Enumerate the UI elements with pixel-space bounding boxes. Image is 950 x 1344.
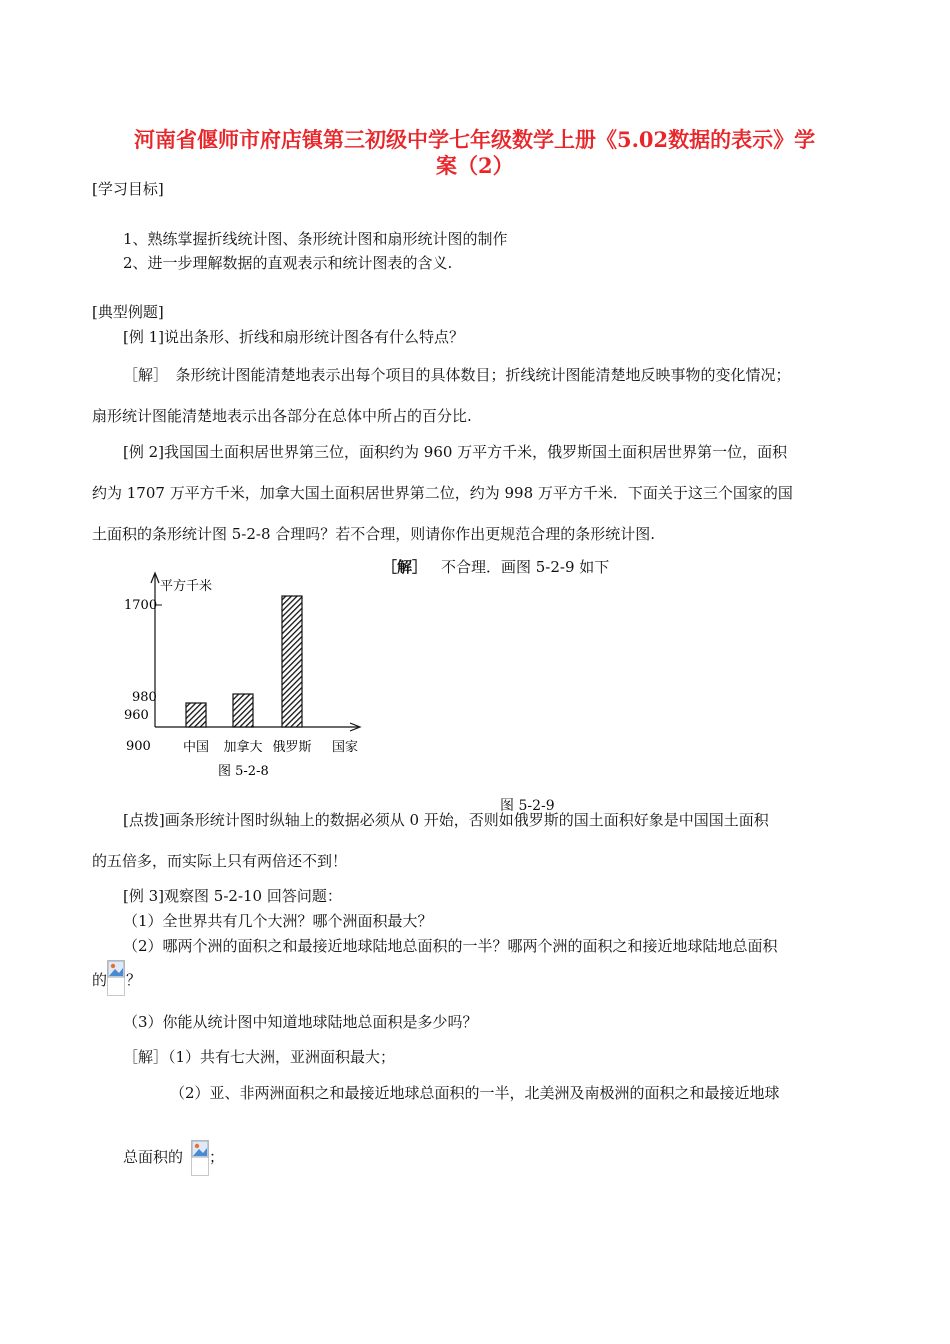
x-axis-label: 国家 bbox=[332, 740, 359, 755]
example3-answer1: ［解］（1）共有七大洲，亚洲面积最大； bbox=[123, 1048, 396, 1066]
example3-q2-line2-start: 的 bbox=[92, 971, 108, 989]
chart-caption: 图 5-2-8 bbox=[218, 764, 269, 779]
example3-question: [例 3]观察图 5-2-10 回答问题： bbox=[123, 887, 342, 905]
example2-line1: [例 2]我国国土面积居世界第三位，面积约为 960 万平方千米，俄罗斯国土面积居世界第一位，面积 bbox=[123, 443, 788, 461]
example1-answer-line1: ［解］ 条形统计图能清楚地表示出每个项目的具体数目；折线统计图能清楚地反映事物的变化情况； bbox=[123, 366, 791, 384]
y-tick-1700: 1700 bbox=[124, 598, 158, 613]
tip-line2: 的五倍多，而实际上只有两倍还不到！ bbox=[92, 852, 348, 870]
example3-answer2-line1: （2）亚、非两洲面积之和最接近地球总面积的一半，北美洲及南极洲的面积之和最接近地球 bbox=[170, 1084, 780, 1102]
example1-answer-line2: 扇形统计图能清楚地表示出各部分在总体中所占的百分比. bbox=[92, 407, 472, 425]
example3-answer2-line2-start: 总面积的 bbox=[123, 1148, 184, 1166]
goal-1: 1、熟练掌握折线统计图、条形统计图和扇形统计图的制作 bbox=[123, 230, 508, 248]
tip-line1: [点拨]画条形统计图时纵轴上的数据必须从 0 开始，否则如俄罗斯的国土面积好象是中国国土面积 bbox=[123, 811, 769, 829]
y-tick-980: 980 bbox=[132, 690, 157, 705]
section-examples-heading: [典型例题] bbox=[92, 303, 164, 321]
example3-q1: （1）全世界共有几个大洲？哪个洲面积最大？ bbox=[123, 912, 433, 930]
doc-title-line1: 河南省偃师市府店镇第三初级中学七年级数学上册《5.02数据的表示》学 bbox=[134, 127, 816, 152]
bar-2 bbox=[282, 596, 302, 727]
example3-q3: （3）你能从统计图中知道地球陆地总面积是多少吗？ bbox=[123, 1013, 478, 1031]
category-label-0: 中国 bbox=[182, 740, 210, 755]
doc-title-line2: 案（2） bbox=[436, 153, 514, 178]
example3-q2-line1: （2）哪两个洲的面积之和最接近地球陆地总面积的一半？哪两个洲的面积之和接近地球陆地总面积 bbox=[123, 937, 778, 955]
category-label-2: 俄罗斯 bbox=[272, 740, 312, 755]
figure-5-2-9-caption: 图 5-2-9 bbox=[500, 798, 555, 814]
example2-line2: 约为 1707 万平方千米，加拿大国土面积居世界第二位，约为 998 万平方千米．下面关于这三个国家的国 bbox=[92, 484, 793, 502]
goal-2: 2、进一步理解数据的直观表示和统计图表的含义. bbox=[123, 254, 453, 272]
broken-image-icon bbox=[107, 960, 125, 996]
section-goals-heading: [学习目标] bbox=[92, 180, 164, 198]
y-tick-960: 960 bbox=[124, 708, 149, 723]
y-tick-900: 900 bbox=[126, 739, 151, 754]
example2-solution-text: 不合理．画图 5-2-9 如下 bbox=[441, 558, 610, 576]
example2-solution-label: ［解］ bbox=[382, 558, 428, 576]
bar-0 bbox=[186, 703, 206, 727]
example3-answer2-line2-end: ； bbox=[209, 1148, 225, 1166]
category-label-1: 加拿大 bbox=[223, 740, 263, 755]
broken-image-icon bbox=[191, 1140, 209, 1176]
y-axis-label: 平方千米 bbox=[160, 579, 213, 594]
example2-line3: 土面积的条形统计图 5-2-8 合理吗？若不合理，则请你作出更规范合理的条形统计图. bbox=[92, 525, 656, 543]
example1-question: [例 1]说出条形、折线和扇形统计图各有什么特点？ bbox=[123, 328, 465, 346]
example3-q2-line2-end: ？ bbox=[126, 971, 142, 989]
bar-1 bbox=[233, 694, 253, 727]
bar-chart-5-2-8 bbox=[118, 565, 378, 785]
